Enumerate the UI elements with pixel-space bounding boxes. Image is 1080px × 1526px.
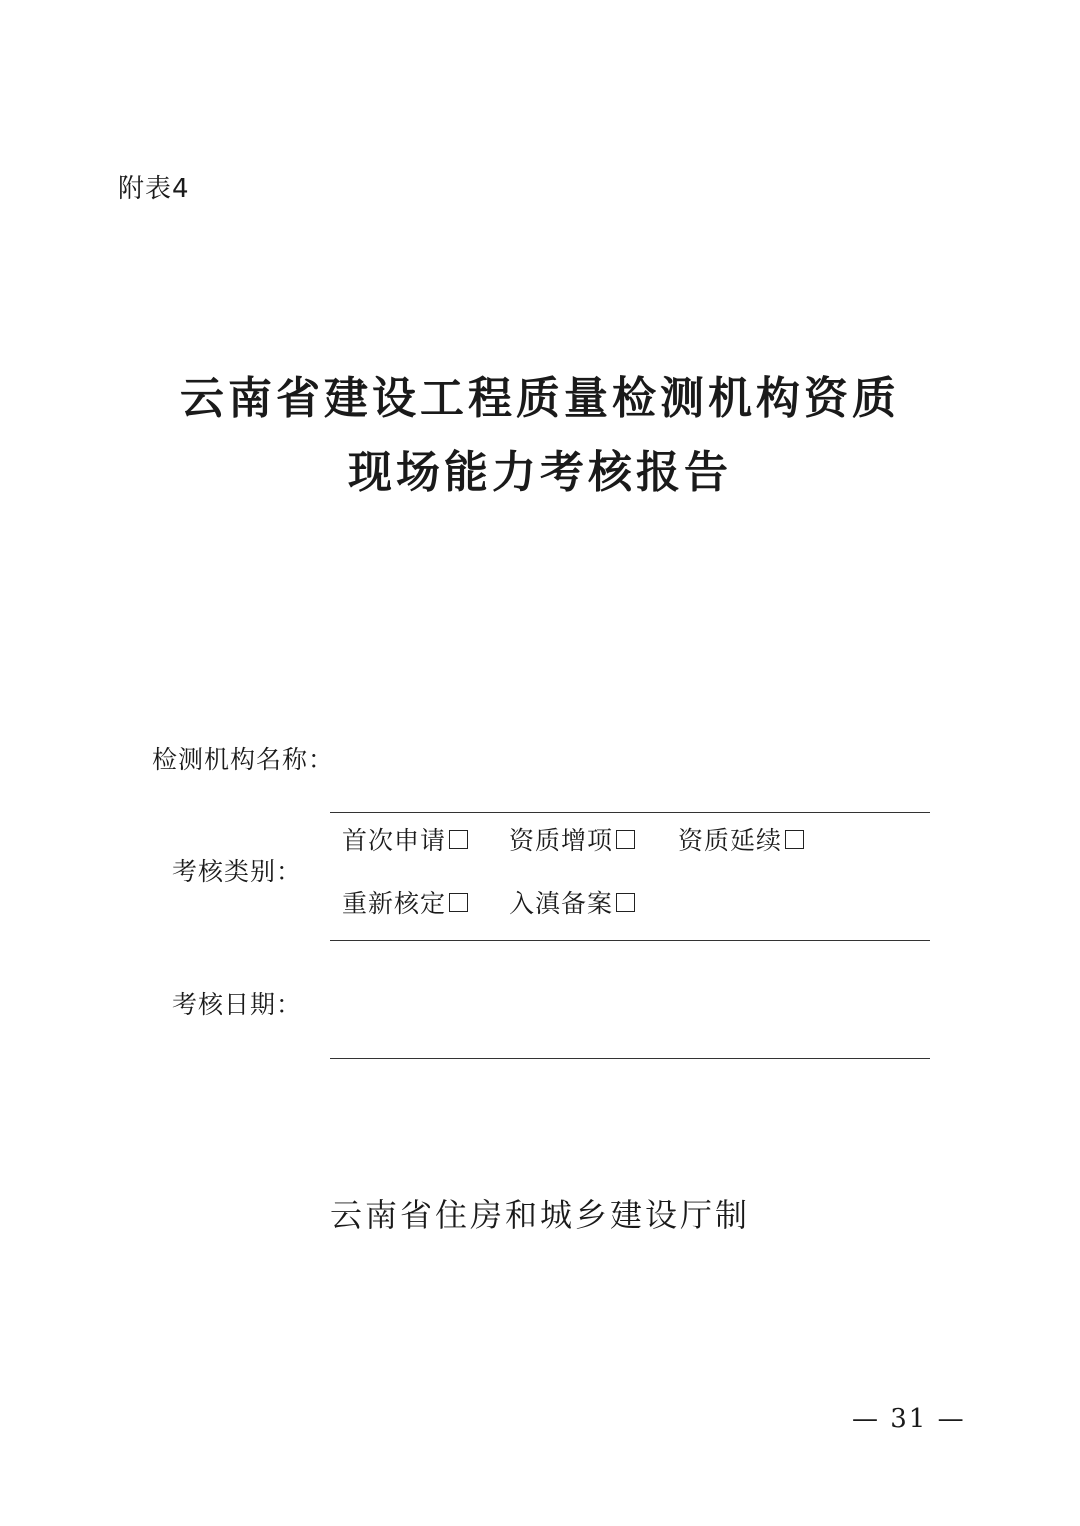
- option-label: 入滇备案: [509, 889, 614, 918]
- category-bottom-line: [330, 940, 930, 941]
- option-re-verification[interactable]: [342, 884, 468, 920]
- checkbox[interactable]: [616, 893, 635, 912]
- page-number: — 31 —: [852, 1404, 966, 1434]
- issuer: 云南省住房和城乡建设厅制: [329, 1196, 750, 1234]
- option-label: 资质延续: [678, 826, 783, 855]
- option-label: 首次申请: [342, 826, 447, 855]
- checkbox[interactable]: [616, 830, 635, 849]
- option-first-application[interactable]: [342, 821, 468, 857]
- option-label: 资质增项: [509, 826, 614, 855]
- checkbox[interactable]: [449, 893, 468, 912]
- assessment-date-label: 考核日期：: [172, 990, 303, 1019]
- checkbox[interactable]: [449, 830, 468, 849]
- appendix-label: 附表4: [118, 174, 190, 204]
- option-add-qualification[interactable]: [509, 821, 635, 857]
- report-title-line1: 云南省建设工程质量检测机构资质: [180, 373, 900, 424]
- category-label: 考核类别：: [172, 857, 303, 886]
- org-name-label: 检测机构名称：: [152, 745, 335, 774]
- option-yunnan-filing[interactable]: [509, 884, 635, 920]
- assessment-date-line[interactable]: [330, 1058, 930, 1059]
- checkbox[interactable]: [785, 830, 804, 849]
- report-title-line2: 现场能力考核报告: [348, 447, 732, 498]
- option-renewal[interactable]: [678, 821, 804, 857]
- org-name-line[interactable]: [330, 812, 930, 813]
- option-label: 重新核定: [342, 889, 447, 918]
